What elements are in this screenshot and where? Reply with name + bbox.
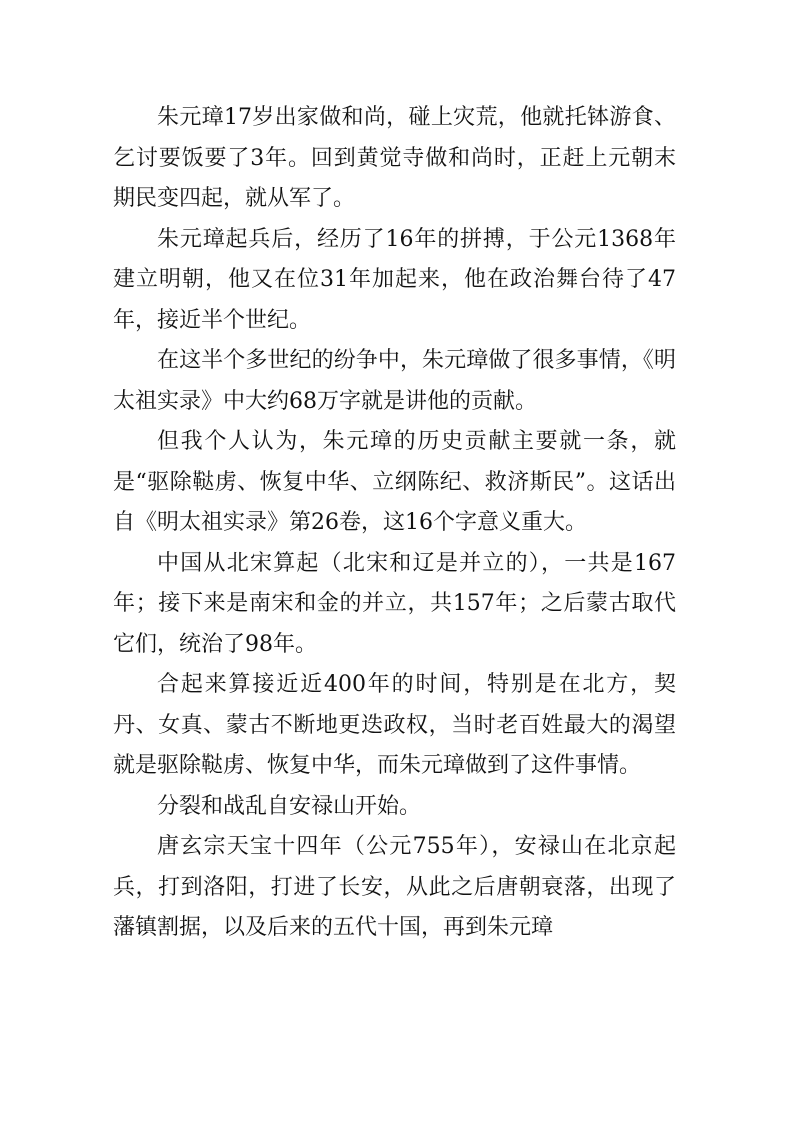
paragraph: 但我个人认为，朱元璋的历史贡献主要就一条，就是“驱除鞑虏、恢复中华、立纲陈纪、救济斯民”。这话出自《明太祖实录》第26卷，这16个字意义重大。 (113, 429, 676, 535)
paragraph: 合起来算接近近400年的时间，特别是在北方，契丹、女真、蒙古不断地更迭政权，当时老百姓最大的渴望就是驱除鞑虏、恢复中华，而朱元璋做到了这件事情。 (113, 672, 676, 778)
paragraph: 在这半个多世纪的纷争中，朱元璋做了很多事情，《明太祖实录》中大约68万字就是讲他的贡献。 (113, 348, 676, 414)
paragraph: 唐玄宗天宝十四年（公元755年），安禄山在北京起兵，打到洛阳，打进了长安，从此之后唐朝衰落，出现了藩镇割据，以及后来的五代十国，再到朱元璋 (113, 834, 676, 940)
paragraph: 分裂和战乱自安禄山开始。 (157, 793, 422, 819)
paragraph: 中国从北宋算起（北宋和辽是并立的），一共是167年；接下来是南宋和金的并立，共157年；之后蒙古取代它们，统治了98年。 (113, 550, 676, 657)
paragraph: 朱元璋17岁出家做和尚，碰上灾荒，他就托钵游食、乞讨要饭要了3年。回到黄觉寺做和尚时，正赶上元朝末期民变四起，就从军了。 (113, 105, 676, 211)
document-body (113, 98, 676, 949)
paragraph: 朱元璋起兵后，经历了16年的拼搏，于公元1368年建立明朝，他又在位31年加起来，他在政治舞台待了47年，接近半个世纪。 (113, 226, 676, 333)
